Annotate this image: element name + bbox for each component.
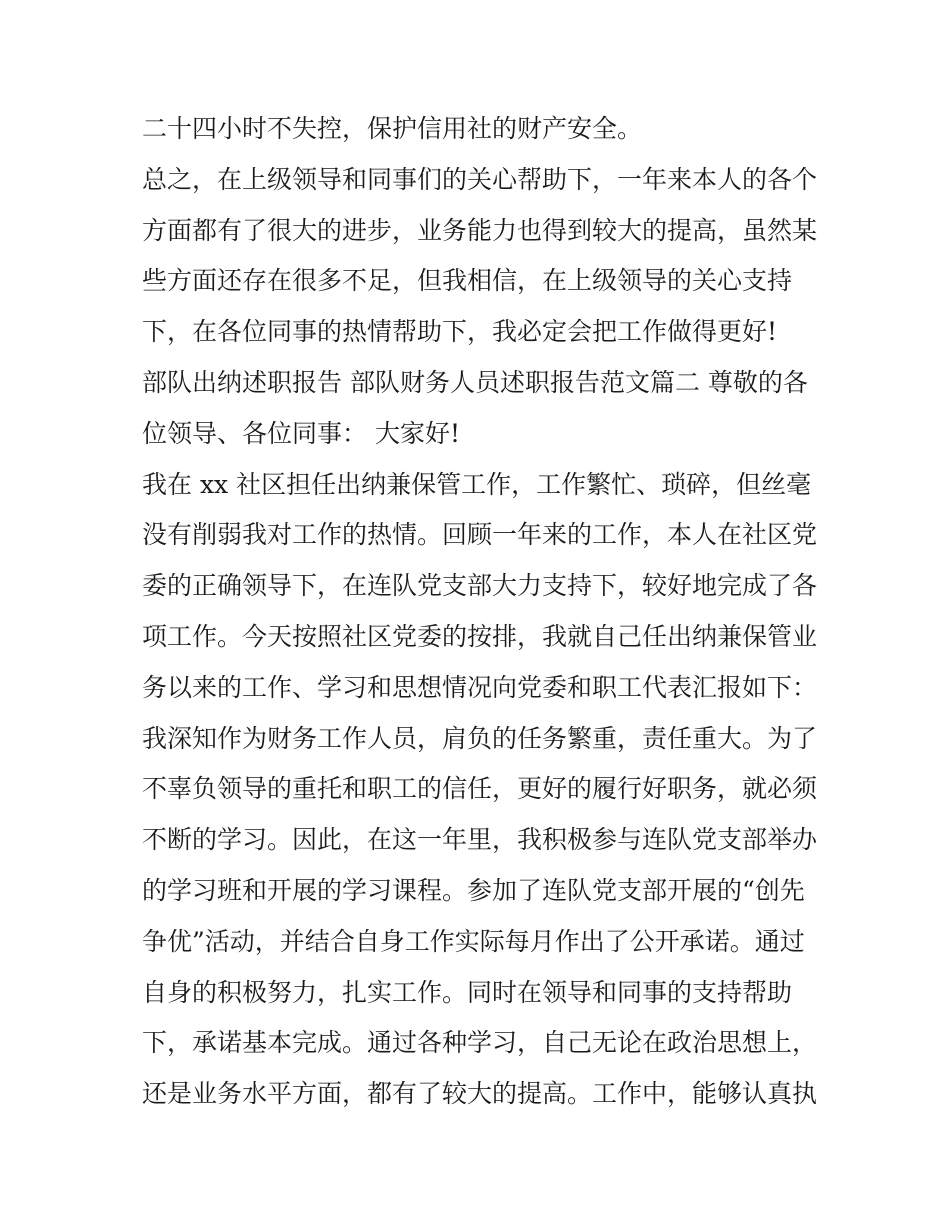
text-line: 位领导、各位同事： 大家好! bbox=[142, 418, 460, 448]
text-line: 我在 xx 社区担任出纳兼保管工作，工作繁忙、琐碎，但丝毫 bbox=[142, 469, 812, 499]
text-line: 项工作。今天按照社区党委的按排，我就自己任出纳兼保管业 bbox=[142, 621, 818, 651]
document-body bbox=[142, 104, 822, 1120]
text-line: 不辜负领导的重托和职工的信任，更好的履行好职务，就必须 bbox=[142, 774, 818, 804]
text-line: 务以来的工作、学习和思想情况向党委和职工代表汇报如下： bbox=[142, 672, 818, 702]
text-line: 委的正确领导下，在连队党支部大力支持下，较好地完成了各 bbox=[142, 571, 818, 601]
text-line: 二十四小时不失控，保护信用社的财产安全。 bbox=[142, 114, 643, 143]
text-line: 部队出纳述职报告 部队财务人员述职报告范文篇二 尊敬的各 bbox=[142, 367, 808, 397]
text-line: 的学习班和开展的学习课程。参加了连队党支部开展的“创先 bbox=[142, 875, 805, 905]
text-line: 自身的积极努力，扎实工作。同时在领导和同事的支持帮助 bbox=[142, 977, 793, 1007]
text-line: 没有削弱我对工作的热情。回顾一年来的工作，本人在社区党 bbox=[142, 520, 818, 550]
text-line: 方面都有了很大的进步，业务能力也得到较大的提高，虽然某 bbox=[142, 215, 818, 245]
text-line: 下，在各位同事的热情帮助下，我必定会把工作做得更好! bbox=[142, 317, 778, 347]
text-line: 下，承诺基本完成。通过各种学习，自己无论在政治思想上， bbox=[142, 1028, 818, 1058]
text-line: 我深知作为财务工作人员，肩负的任务繁重，责任重大。为了 bbox=[142, 723, 818, 753]
text-line: 些方面还存在很多不足，但我相信，在上级领导的关心支持 bbox=[142, 266, 793, 296]
text-line: 不断的学习。因此，在这一年里，我积极参与连队党支部举办 bbox=[142, 825, 818, 855]
text-line: 争优”活动，并结合自身工作实际每月作出了公开承诺。通过 bbox=[142, 926, 805, 956]
text-line: 总之，在上级领导和同事们的关心帮助下，一年来本人的各个 bbox=[142, 164, 818, 194]
text-line: 还是业务水平方面，都有了较大的提高。工作中，能够认真执 bbox=[142, 1079, 818, 1109]
